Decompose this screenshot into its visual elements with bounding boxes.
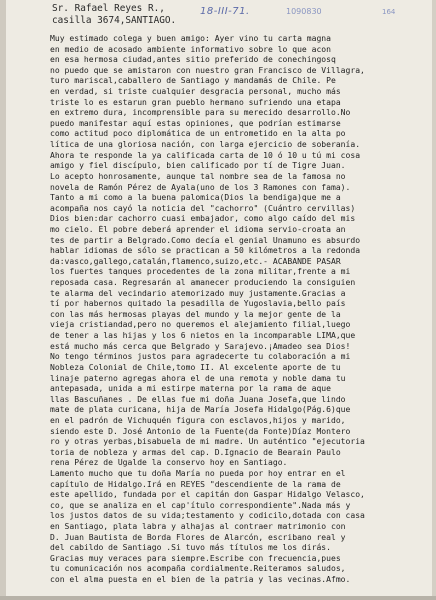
body-line: con el alma puesta en el bien de la patria y las vecinas.Afmo. [50, 575, 351, 585]
body-line: Ahora te responde la ya calificada carta de 10 ó 10 u tú mi cosa [50, 150, 361, 160]
body-line: acompaña nos cayó la noticia del "cachorro" (Cuántro cervillas) [50, 203, 356, 213]
body-line: vieja cristiandad,pero no queremos el alejamiento filial,luego [50, 320, 351, 330]
body-line: linaje paterno agregas ahora el de una remota y noble dama tu [50, 373, 346, 383]
body-line: en esa hermosa ciudad,antes sitio preferido de conechingosq [50, 55, 336, 65]
body-line: del cabildo de Santiago .Si tuvo más títulos me los dirás. [50, 543, 331, 553]
body-line: rena Pérez de Ugalde la conservo hoy en Santiago. [50, 458, 288, 468]
letter-header [52, 3, 176, 27]
body-line: Gracias muy veraces para siempre.Escribe con frecuencia,pues [50, 553, 341, 563]
body-line: de tener a las hijas y los 6 nietos en la incomparable LIMA,que [50, 331, 356, 341]
archive-stamp-number: 1090830 [286, 7, 322, 16]
body-line: triste lo es estarun gran pueblo hermano sufriendo una etapa [50, 97, 341, 107]
body-line: este apellido, fundada por el capitán don Gaspar Hidalgo Velasco, [50, 490, 365, 500]
body-line: D. Juan Bautista de Borda Flores de Alarcón, escribano real y [50, 532, 346, 542]
body-line: reposada casa. Regresarán al amanecer produciendo la consiguien [50, 278, 356, 288]
body-line: capítulo de Hidalgo.Irá en REYES "descendiente de la rama de [50, 479, 341, 489]
body-line: los fuertes tanques procedentes de la zona militar,frente a mi [50, 267, 351, 277]
body-line: con las más hermosas playas del mundo y la mejor gente de la [50, 309, 341, 319]
body-line: No tengo términos justos para agradecerte tu colaboración a mi [50, 352, 351, 362]
body-line: tes de partir a Belgrado.Como decía el genial Unamuno es absurdo [50, 235, 361, 245]
body-line: novela de Ramón Pérez de Ayala(uno de los 3 Ramones con fama). [50, 182, 351, 192]
body-line: amigo y fiel discípulo, bien calificado por tí de Tigre Juan. [50, 161, 346, 171]
page-bottom-edge [0, 596, 436, 600]
body-line: siendo este D. José Antonio de la Fuente(da Fonte)Díaz Montero [50, 426, 351, 436]
body-line: mate de plata curicana, hija de María Josefa Hidalgo(Pág.6)que [50, 405, 351, 415]
body-line: en Santiago, plata labra y alhajas al contraer matrimonio con [50, 522, 346, 532]
page-edge-left [0, 0, 6, 600]
body-line: tu comunicación nos acompaña cordialmente.Reiteramos saludos, [50, 564, 346, 574]
letter-body [50, 34, 434, 586]
body-line: turo mariscal,caballero de Santiago y mandamás de Chile. Pe [50, 76, 336, 86]
body-line: ro y otras yerbas,bisabuela de mi madre. Un auténtico "ejecutoria [50, 437, 365, 447]
body-line: lítica de una gloriosa nación, con larga ejercicio de soberanía. [50, 140, 361, 150]
body-line: puedo manifestar aquí estas opiniones, que podrían estimarse [50, 118, 341, 128]
body-line: Lo acepto honrosamente, aunque tal nombre sea de la famosa no [50, 171, 346, 181]
body-line: en verdad, si triste cualquier desgracia personal, mucho más [50, 87, 341, 97]
body-line: en el padrón de Vichuquén figura con esclavos,hijos y marido, [50, 415, 346, 425]
page-number-annotation: 164 [382, 8, 396, 16]
body-line: hablar idiomas de sólo se practican a 50 kilómetros a la redonda [50, 246, 361, 256]
body-line: tí por habernos quitado la pesadilla de Yugoslavia,bello país [50, 299, 346, 309]
body-line: mo cielo. Él pobre deberá aprender el idioma servio-croata an [50, 224, 346, 234]
body-line: Lamento mucho que tu doña María no pueda por hoy entrar en el [50, 468, 346, 478]
body-line: antepasada, unida a mi estirpe materna por la rama de aque [50, 384, 331, 394]
body-line: Tanto a mi como a la buena palomica(Dios la bendiga)que me a [50, 193, 341, 203]
body-line: no puedo que se amistaron con nuestro gran Francisco de Villagra, [50, 65, 365, 75]
body-line: los justos datos de su vida;testamento y codicilo,dotada con casa [50, 511, 365, 521]
body-line: co, que se analiza en el cap'ítulo correspondiente".Nada más y [50, 500, 351, 510]
body-line: como actitud poco diplomática de un entrometido en la alta po [50, 129, 346, 139]
body-line: Nobleza Colonial de Chile,tomo II. Al excelente aporte de tu [50, 362, 341, 372]
body-line: toria de nobleza y armas del cap. D.Ignacio de Bearain Paulo [50, 447, 341, 457]
body-line: da:vasco,gallego,catalán,flamenco,suizo,etc.- ACABANDE PASAR [50, 256, 341, 266]
body-line: en medio de acosado ambiente informativo sobre lo que acon [50, 44, 331, 54]
body-line: Dios bien:dar cachorro cuasi embajador, como algo caído del mis [50, 214, 356, 224]
handwritten-date: 18-III-71. [200, 6, 250, 17]
recipient-name: Sr. Rafael Reyes R., [52, 3, 165, 14]
recipient-address: casilla 3674,SANTIAGO. [52, 15, 177, 26]
body-line: en extremo dura, incomprensible para su merecido desarrollo.No [50, 108, 351, 118]
body-line: Muy estimado colega y buen amigo: Ayer vino tu carta magna [50, 34, 331, 43]
body-line: llas Bascuñanes . De ellas fue mi doña Juana Josefa,que lindo [50, 394, 346, 404]
body-line: está mucho más cerca que Belgrado y Sarajevo.¡Amadeo sea Dios! [50, 341, 351, 351]
body-line: te alarma del vecindario atemorizado muy justamente.Gracias a [50, 288, 346, 298]
